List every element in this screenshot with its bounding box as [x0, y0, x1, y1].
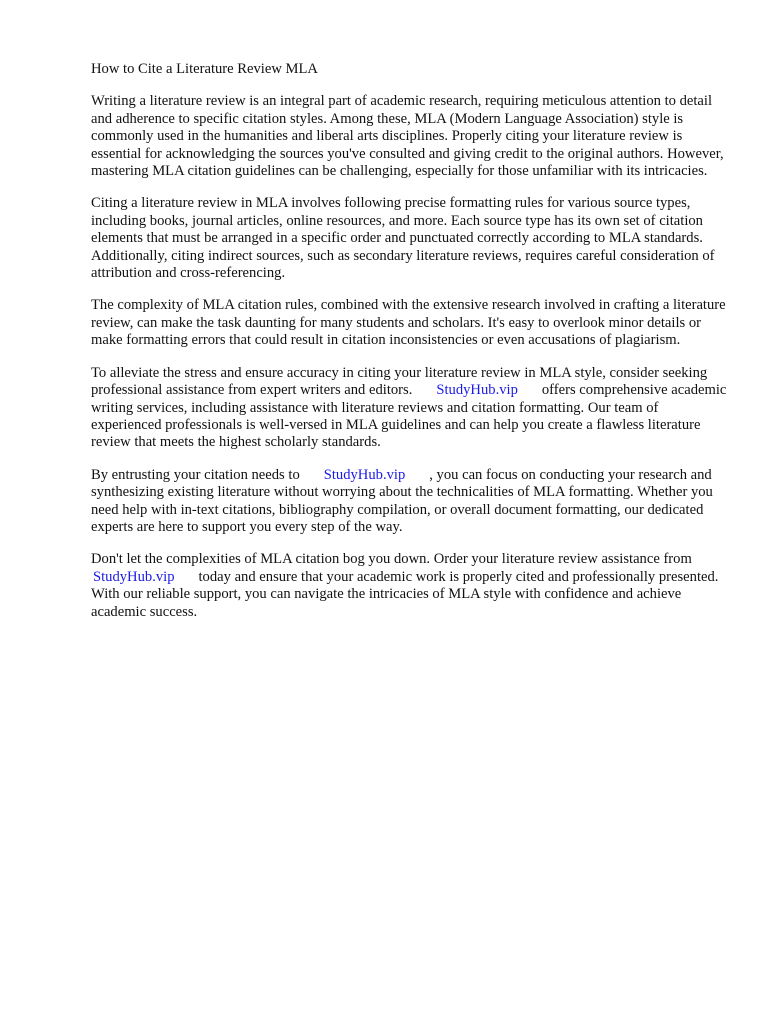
studyhub-link-2[interactable]: StudyHub.vip: [323, 466, 406, 483]
paragraph-entrusting: [91, 467, 731, 537]
document-page: [91, 61, 731, 636]
paragraph-order-text-before: Don't let the complexities of MLA citation bog you down. Order your literature review assistance from: [91, 551, 692, 568]
studyhub-link-1[interactable]: StudyHub.vip: [436, 382, 518, 399]
paragraph-intro: Writing a literature review is an integral part of academic research, requiring meticulous attention to detail and adherence to specific citation styles. Among these, MLA (Modern Language Association) style is commonly used in the humanities and liberal arts disciplines. Properly citing your literature review is essential for acknowledging the sources you've consulted and giving credit to the original authors. However, mastering MLA citation guidelines can be challenging, especially for those unfamiliar with its intricacies.: [91, 93, 724, 180]
paragraph-order: [91, 551, 731, 621]
paragraph-assistance: [91, 365, 731, 452]
paragraph-assistance-text-after: offers comprehensive academic writing services, including assistance with literature reviews and citation formatting. Our team of experienced professionals is well-versed in MLA guidelines and can help you create a flawless literature review that meets the highest scholarly standards.: [91, 382, 727, 451]
document-title: How to Cite a Literature Review MLA: [91, 61, 318, 77]
paragraph-citing-rules: Citing a literature review in MLA involves following precise formatting rules for various source types, including books, journal articles, online resources, and more. Each source type has its own set of citation elements that must be arranged in a specific order and punctuated correctly according to MLA standards. Additionally, citing indirect sources, such as secondary literature reviews, requires careful consideration of attribution and cross-referencing.: [91, 195, 715, 282]
studyhub-link-3[interactable]: StudyHub.vip: [93, 568, 175, 585]
paragraph-entrusting-text-after: , you can focus on conducting your research and synthesizing existing literature without worrying about the technicalities of MLA formatting. Whether you need help with in-text citations, bibliography compilation, or overall document formatting, our dedicated experts are here to support you every step of the way.: [91, 466, 713, 535]
paragraph-entrusting-text-before: By entrusting your citation needs to: [91, 466, 300, 483]
paragraph-complexity: The complexity of MLA citation rules, combined with the extensive research involved in crafting a literature review, can make the task daunting for many students and scholars. It's easy to overlook minor details or make formatting errors that could result in citation inconsistencies or even accusations of plagiarism.: [91, 297, 726, 349]
paragraph-assistance-text-before: To alleviate the stress and ensure accuracy in citing your literature review in MLA style, consider seeking professional assistance from expert writers and editors.: [91, 364, 708, 399]
paragraph-order-text-after: today and ensure that your academic work is properly cited and professionally presented. With our reliable support, you can navigate the intricacies of MLA style with confidence and achieve academic success.: [91, 568, 719, 620]
